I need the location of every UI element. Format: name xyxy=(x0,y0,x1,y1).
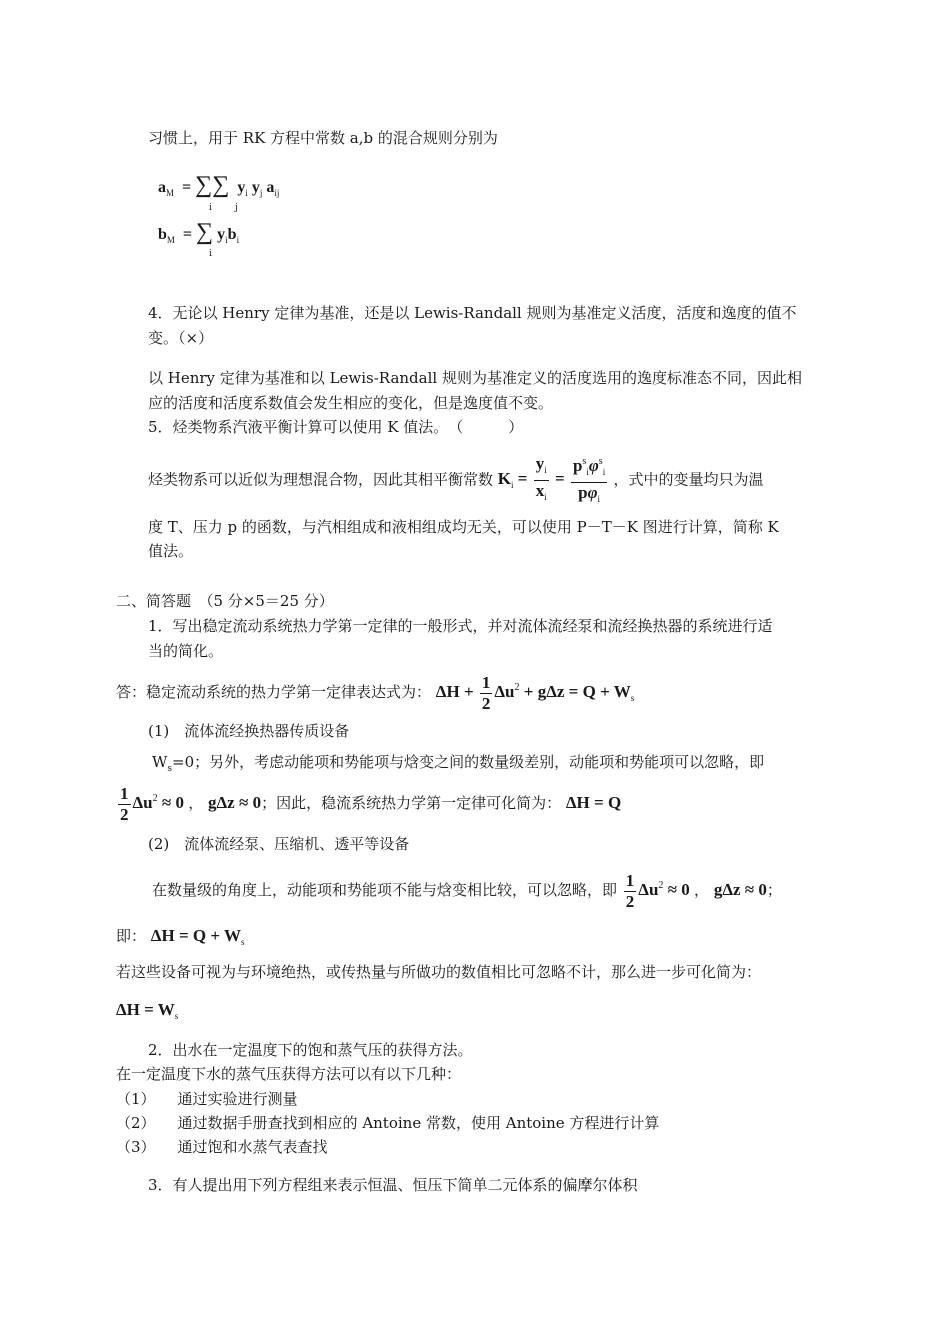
q5-answer-line1 xyxy=(148,452,763,509)
du-symbol-2: Δu xyxy=(132,793,153,812)
phi-sat-sup: s xyxy=(598,456,603,467)
s2-q1-answer xyxy=(116,666,634,720)
p-sat-sub: i xyxy=(586,467,589,477)
method-text: 通过实验进行测量 xyxy=(177,1090,298,1108)
gdz-symbol-2: gΔz xyxy=(208,793,235,812)
K-sub: i xyxy=(511,480,514,491)
frac-den: 2 xyxy=(481,693,491,713)
plus-3: + xyxy=(600,682,610,701)
dH-equals-Ws xyxy=(116,1000,178,1026)
first-law-equation xyxy=(435,672,635,713)
dH-symbol-4: ΔH xyxy=(116,1000,140,1019)
item1-mid-text: ；因此，稳流系统热力学第一定律可化简为： xyxy=(261,794,562,812)
approx-zero-4: ≈ 0 xyxy=(744,880,767,899)
du-symbol-3: Δu xyxy=(638,880,659,899)
Q-symbol: Q xyxy=(582,682,596,701)
aM-sum-index-j: j xyxy=(235,203,238,213)
du3-sup: 2 xyxy=(658,880,664,891)
p-symbol: p xyxy=(578,483,588,502)
aM-a-sub: ij xyxy=(274,188,280,198)
s2-q1-line1: 1．写出稳定流动系统热力学第一定律的一般形式，并对流体流经泵和流经换热器的系统进行适 xyxy=(148,617,773,635)
du2-sup: 2 xyxy=(152,793,158,804)
du-symbol: Δu xyxy=(494,682,515,701)
bM-y-sub: i xyxy=(225,235,228,245)
approx-zero-2: ≈ 0 xyxy=(238,793,262,812)
sum-i-symbol: ∑ xyxy=(196,219,214,245)
K-symbol: K xyxy=(497,469,512,489)
ps-phi-over-p-phi xyxy=(571,452,607,509)
sum-i-symbol: ∑ xyxy=(195,172,213,198)
phi-sat: φ xyxy=(588,456,599,475)
half-fraction-3 xyxy=(624,871,637,912)
phi-symbol: φ xyxy=(587,483,598,502)
bM-lhs-sub: M xyxy=(166,235,175,245)
item1-heading: (1) 流体流经换热器传质设备 xyxy=(148,722,350,740)
q5-answer-pre: 烃类物系可以近似为理想混合物，因此其相平衡常数 xyxy=(148,470,494,489)
method-num: （3） xyxy=(116,1138,156,1156)
W-symbol-3: W xyxy=(157,1000,175,1019)
dH-symbol-3: ΔH xyxy=(150,926,175,945)
s2-q1-line2: 当的简化。 xyxy=(148,642,224,660)
q5-answer-line2: 度 T、压力 p 的函数，与汽相组成和液相组成均无关，可以使用 P－T－K 图进行计算，简称 K xyxy=(148,518,779,536)
aM-lhs-sub: M xyxy=(166,188,175,198)
bM-sum-index-i: i xyxy=(209,249,212,259)
rk-intro: 习惯上，用于 RK 方程中常数 a,b 的混合规则分别为 xyxy=(148,129,498,147)
method-item xyxy=(116,1137,328,1157)
plus-4: + xyxy=(210,926,221,945)
gdz-symbol: gΔz xyxy=(537,682,565,701)
section2-title: 二、简答题 （5 分×5＝25 分） xyxy=(116,592,334,610)
method-text: 通过数据手册查找到相应的 Antoine 常数，使用 Antoine 方程进行计算 xyxy=(177,1114,660,1132)
du-sup: 2 xyxy=(514,682,520,693)
q5-answer-line3: 值法。 xyxy=(148,542,194,560)
eq-symbol-4: = xyxy=(144,1000,154,1019)
half-fraction-2 xyxy=(118,784,131,825)
sum-j-symbol: ∑ xyxy=(212,172,230,198)
method-text: 通过饱和水蒸气表查找 xyxy=(177,1138,328,1156)
W2-sub: s xyxy=(241,937,245,947)
frac3-num: 1 xyxy=(625,870,635,890)
Q-symbol-2: Q xyxy=(607,793,622,812)
q4-line2: 变。（×） xyxy=(148,329,214,347)
phi-sub: i xyxy=(597,494,601,504)
item2-text: 在数量级的角度上，动能项和势能项不能与焓变相比较，可以忽略，即 xyxy=(152,881,618,899)
method-item xyxy=(116,1089,298,1109)
method-num: （2） xyxy=(116,1114,156,1132)
q4-answer-line1: 以 Henry 定律为基准和以 Lewis-Randall 规则为基准定义的活度选用的逸度标准态不同，因此相 xyxy=(148,369,802,387)
y-sub: i xyxy=(544,465,547,475)
bM-b-sub: i xyxy=(236,235,240,245)
W-symbol-2: W xyxy=(224,926,241,945)
item1-equation-line xyxy=(116,777,621,825)
frac-num: 1 xyxy=(481,672,491,692)
item1-W-sub: s xyxy=(167,764,173,774)
dH-symbol: ΔH xyxy=(435,682,460,701)
W3-sub: s xyxy=(174,1011,179,1021)
W-sub: s xyxy=(630,693,635,703)
plus-1: + xyxy=(463,682,474,701)
p-sat: p xyxy=(572,456,583,475)
frac2-den: 2 xyxy=(120,804,129,824)
dH-symbol-2: ΔH xyxy=(565,793,590,812)
q4-line1: 4．无论以 Henry 定律为基准，还是以 Lewis-Randall 规则为基准定义活度，活度和逸度的值不 xyxy=(148,304,797,322)
frac3-den: 2 xyxy=(625,891,635,911)
bM-y: y xyxy=(217,226,226,243)
s2-q2-intro: 在一定温度下水的蒸气压获得方法可以有以下几种： xyxy=(116,1065,462,1083)
K-equation xyxy=(497,454,614,504)
q5-line1: 5．烃类物系汽液平衡计算可以使用 K 值法。 （ ） xyxy=(148,418,524,436)
plus-2: + xyxy=(523,682,534,701)
K-eq1: = xyxy=(517,469,528,489)
comma-2: ， xyxy=(694,881,710,899)
aM-lhs: a xyxy=(158,179,166,196)
gdz-symbol-3: gΔz xyxy=(713,880,741,899)
aM-yj: y xyxy=(251,179,260,196)
comma-1: ， xyxy=(188,794,204,812)
aM-a: a xyxy=(266,179,275,196)
ji-line xyxy=(116,926,245,952)
item1-text xyxy=(152,752,764,779)
aM-yi: y xyxy=(237,179,246,196)
aM-eq: = xyxy=(182,179,192,196)
ji-label: 即： xyxy=(116,927,147,945)
item2-heading: (2) 流体流经泵、压缩机、透平等设备 xyxy=(148,835,410,853)
item2-text-line: 在数量级的角度上，动能项和势能项不能与焓变相比较，可以忽略，即 $\frac{1}{2}$ $\Delta u^2 \approx 0$ ， gΔz ≈ 0； xyxy=(152,870,782,911)
adiabatic-text: 若这些设备可视为与环境绝热，或传热量与所做功的数值相比可忽略不计，那么进一步可化简为： xyxy=(116,963,762,981)
bM-b: b xyxy=(227,226,237,243)
approx-zero-1: ≈ 0 xyxy=(161,793,184,812)
s2-q2: 2．出水在一定温度下的饱和蒸气压的获得方法。 xyxy=(148,1041,473,1059)
x-symbol: x xyxy=(535,481,545,500)
bM-lhs: b xyxy=(158,226,167,243)
s2-answer-pre: 答：稳定流动系统的热力学第一定律表达式为： xyxy=(116,683,432,701)
y-symbol: y xyxy=(535,454,545,473)
s2-q3: 3．有人提出用下列方程组来表示恒温、恒压下简单二元体系的偏摩尔体积 xyxy=(148,1176,638,1194)
eq-symbol-3: = xyxy=(178,926,189,945)
phi-sat-sub: i xyxy=(602,467,606,477)
K-eq2: = xyxy=(555,469,565,489)
half-fraction xyxy=(480,673,493,714)
q4-answer-line2: 应的活度和活度系数值会发生相应的变化，但是逸度值不变。 xyxy=(148,394,554,412)
formula-aM xyxy=(158,172,280,203)
x-sub: i xyxy=(544,492,547,502)
method-item xyxy=(116,1113,659,1133)
Q-symbol-3: Q xyxy=(192,926,207,945)
method-num: （1） xyxy=(116,1090,156,1108)
p-sat-sup: s xyxy=(582,456,587,467)
bM-eq: = xyxy=(182,226,193,243)
aM-sum-index-i: i xyxy=(209,203,212,213)
eq-symbol-2: = xyxy=(594,793,604,812)
eq-symbol: = xyxy=(568,682,579,701)
item1-text-rest: =0；另外，考虑动能项和势能项与焓变之间的数量级差别，动能项和势能项可以忽略，即 xyxy=(172,753,765,771)
q5-answer-post: ，式中的变量均只为温 xyxy=(613,470,764,489)
aM-yj-sub: j xyxy=(259,188,263,198)
frac2-num: 1 xyxy=(120,783,129,803)
aM-yi-sub: i xyxy=(245,188,248,198)
approx-zero-3: ≈ 0 xyxy=(667,880,690,899)
formula-bM xyxy=(158,219,240,250)
y-over-x xyxy=(534,454,549,507)
item1-W: W xyxy=(152,753,168,771)
W-symbol: W xyxy=(613,682,631,701)
